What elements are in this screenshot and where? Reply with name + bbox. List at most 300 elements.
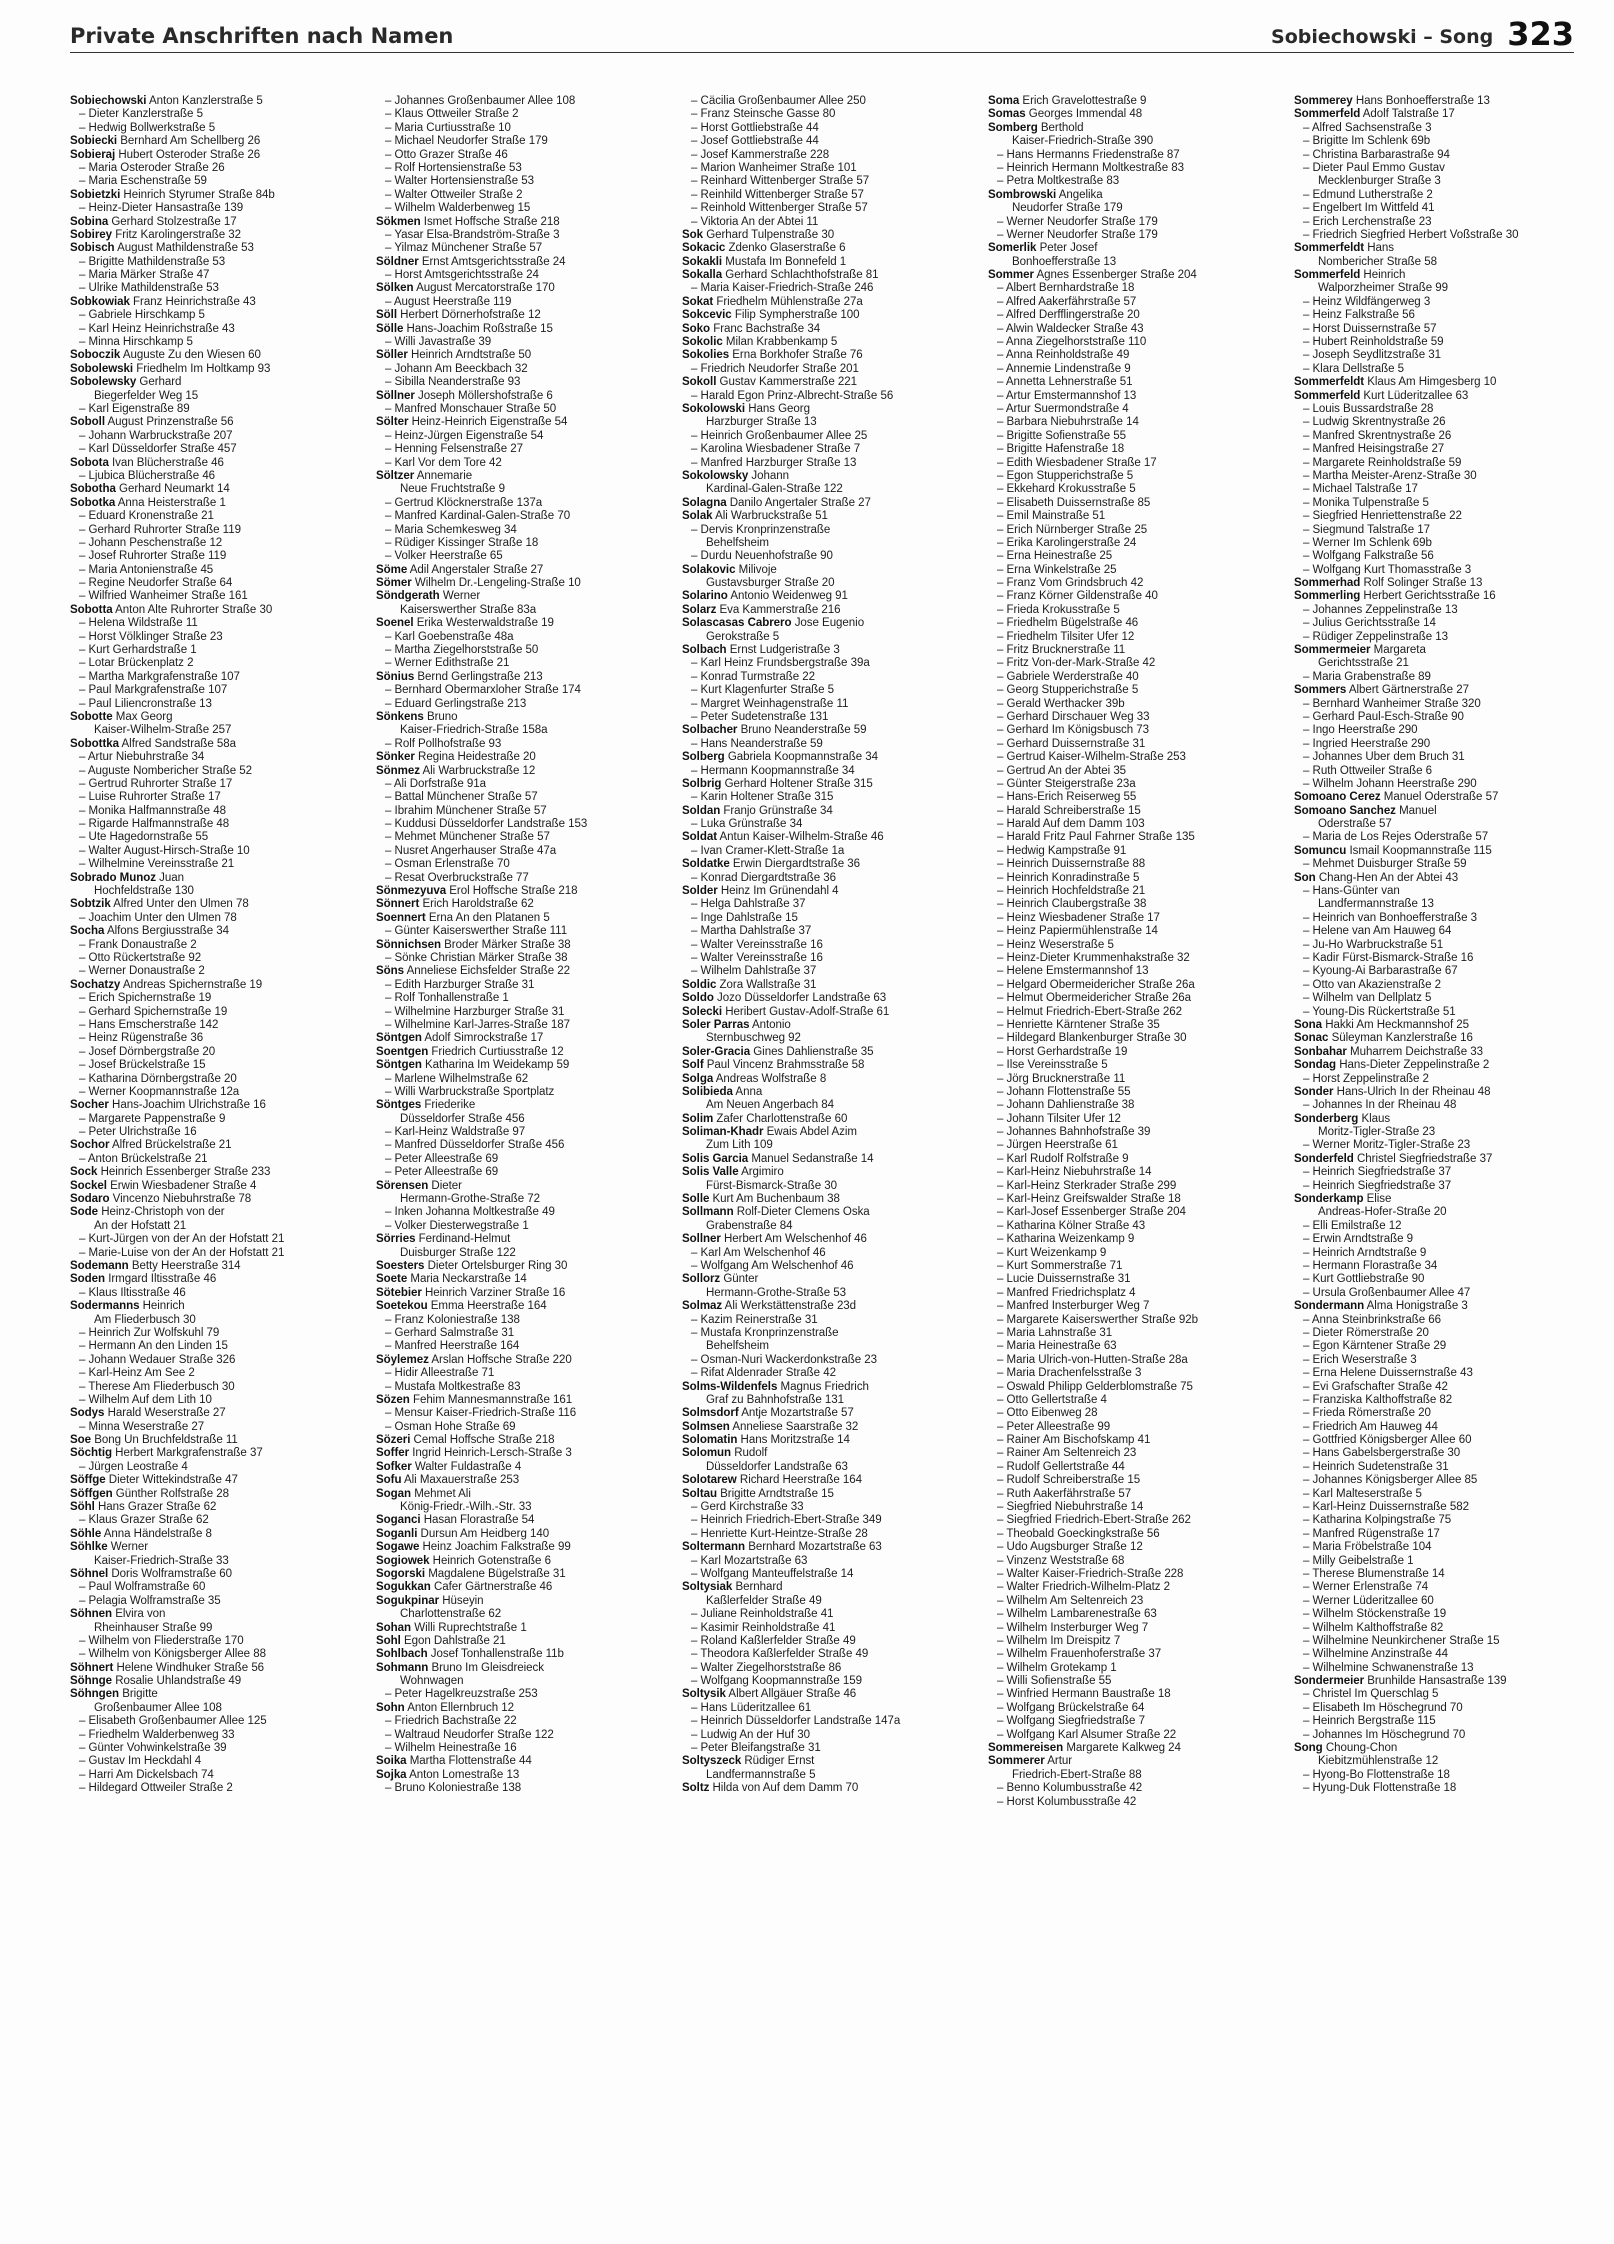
entry-details: – Hans-Günter van bbox=[1303, 885, 1400, 898]
entry-details: Anton Alte Ruhrorter Straße 30 bbox=[115, 603, 273, 616]
directory-entry bbox=[376, 1434, 682, 1447]
entry-details: – Klaus Grazer Straße 62 bbox=[79, 1514, 209, 1527]
directory-entry bbox=[988, 1447, 1294, 1460]
entry-details: – Ursula Großenbaumer Allee 47 bbox=[1303, 1286, 1471, 1299]
entry-details: – Johannes Königsberger Allee 85 bbox=[1303, 1474, 1478, 1487]
directory-entry bbox=[70, 457, 376, 470]
entry-details: Kaiser-Friedrich-Straße 158a bbox=[400, 724, 548, 737]
entry-details: – Wilhelm Lambarenestraße 63 bbox=[997, 1608, 1157, 1621]
entry-details: – Kasimir Reinholdstraße 41 bbox=[691, 1621, 836, 1634]
entry-surname: Sözen bbox=[376, 1393, 410, 1406]
directory-entry bbox=[1294, 416, 1600, 429]
entry-details: – Artur Niebuhrstraße 34 bbox=[79, 751, 205, 764]
directory-entry bbox=[682, 1742, 988, 1755]
entry-surname: Söntges bbox=[376, 1099, 422, 1112]
entry-surname: Solmsen bbox=[682, 1420, 730, 1433]
entry-details: Manuel Sedanstraße 14 bbox=[751, 1152, 874, 1165]
directory-entry bbox=[70, 1287, 376, 1300]
entry-details: – Otto Grazer Straße 46 bbox=[385, 148, 508, 161]
directory-entry bbox=[1294, 965, 1600, 978]
directory-entry bbox=[376, 1675, 682, 1688]
directory-entry bbox=[376, 1247, 682, 1260]
entry-details: Hermann-Grothe-Straße 53 bbox=[706, 1286, 846, 1299]
directory-entry bbox=[988, 1006, 1294, 1019]
directory-entry bbox=[70, 1032, 376, 1045]
entry-details: Max Georg bbox=[115, 710, 173, 723]
entry-details: – Elisabeth Duissernstraße 85 bbox=[997, 496, 1151, 509]
directory-entry bbox=[988, 1046, 1294, 1059]
entry-details: Düsseldorfer Straße 456 bbox=[400, 1112, 525, 1125]
entry-details: Hans Georg bbox=[748, 402, 810, 415]
directory-entry bbox=[1294, 617, 1600, 630]
directory-entry bbox=[70, 1595, 376, 1608]
entry-surname: Solms-Wildenfels bbox=[682, 1380, 778, 1393]
entry-surname: Solberg bbox=[682, 751, 725, 764]
directory-entry bbox=[682, 349, 988, 362]
entry-surname: Sobiecki bbox=[70, 135, 118, 148]
directory-entry bbox=[376, 698, 682, 711]
entry-details: – Mustafa Kronprinzenstraße bbox=[691, 1326, 839, 1339]
entry-surname: Sokalla bbox=[682, 269, 723, 282]
entry-details: – Gabriele Werderstraße 40 bbox=[997, 670, 1139, 683]
entry-details: Erna Borkhofer Straße 76 bbox=[732, 349, 863, 362]
directory-entry bbox=[682, 537, 988, 550]
directory-entry bbox=[988, 416, 1294, 429]
directory-entry bbox=[1294, 1447, 1600, 1460]
directory-entry bbox=[682, 765, 988, 778]
entry-surname: Soltz bbox=[682, 1782, 710, 1795]
entry-surname: Sommerey bbox=[1294, 95, 1353, 107]
entry-details: – Petra Moltkestraße 83 bbox=[997, 175, 1120, 188]
entry-details: – Werner Neudorfer Straße 179 bbox=[997, 215, 1158, 228]
directory-entry bbox=[988, 1568, 1294, 1581]
entry-details: – Katharina Weizenkamp 9 bbox=[997, 1233, 1135, 1246]
entry-details: – Wilhelm von Fliederstraße 170 bbox=[79, 1634, 244, 1647]
directory-entry bbox=[376, 296, 682, 309]
entry-details: – Ruth Aakerfährstraße 57 bbox=[997, 1487, 1132, 1500]
entry-surname: Song bbox=[1294, 1742, 1323, 1755]
directory-entry bbox=[682, 1782, 988, 1795]
directory-entry bbox=[70, 363, 376, 376]
entry-surname: Sonder bbox=[1294, 1085, 1334, 1098]
entry-surname: Sofker bbox=[376, 1460, 412, 1473]
entry-surname: Söhnert bbox=[70, 1661, 114, 1674]
directory-entry bbox=[376, 430, 682, 443]
entry-surname: Sönkens bbox=[376, 710, 424, 723]
entry-details: – Horst Duissernstraße 57 bbox=[1303, 322, 1437, 335]
entry-surname: Sobiechowski bbox=[70, 95, 147, 107]
directory-entry bbox=[70, 256, 376, 269]
entry-details: Maria Neckarstraße 14 bbox=[410, 1273, 527, 1286]
entry-details: – Manfred Kardinal-Galen-Straße 70 bbox=[385, 510, 571, 523]
entry-details: – Erich Weserstraße 3 bbox=[1303, 1353, 1417, 1366]
directory-entry bbox=[682, 1407, 988, 1420]
directory-entry bbox=[70, 577, 376, 590]
entry-details: – Willi Sofienstraße 55 bbox=[997, 1675, 1112, 1688]
entry-surname: Sokakli bbox=[682, 255, 723, 268]
directory-entry bbox=[682, 403, 988, 416]
entry-details: – Volker Diesterwegstraße 1 bbox=[385, 1219, 529, 1232]
entry-details: Ismet Hoffsche Straße 218 bbox=[423, 215, 560, 228]
entry-surname: Sogukkan bbox=[376, 1581, 431, 1594]
entry-details: Betty Heerstraße 314 bbox=[131, 1259, 241, 1272]
entry-details: Bernhard bbox=[735, 1581, 783, 1594]
directory-entry bbox=[376, 952, 682, 965]
entry-surname: Solarz bbox=[682, 603, 717, 616]
entry-details: – Minna Weserstraße 27 bbox=[79, 1420, 205, 1433]
entry-details: Adil Angerstaler Straße 27 bbox=[409, 563, 544, 576]
directory-entry bbox=[70, 1046, 376, 1059]
entry-details: – Winfried Hermann Baustraße 18 bbox=[997, 1688, 1171, 1701]
directory-entry bbox=[1294, 242, 1600, 255]
entry-details: – Friedrich Bachstraße 22 bbox=[385, 1715, 517, 1728]
directory-entry bbox=[682, 1595, 988, 1608]
directory-entry bbox=[376, 1488, 682, 1501]
entry-details: – Günter Steigerstraße 23a bbox=[997, 777, 1136, 790]
entry-details: Jozo Düsseldorfer Landstraße 63 bbox=[717, 992, 887, 1005]
entry-details: – Egon Kärntener Straße 29 bbox=[1303, 1340, 1447, 1353]
entry-details: – Karl-Josef Essenberger Straße 204 bbox=[997, 1206, 1186, 1219]
entry-details: – Wilhelm Johann Heerstraße 290 bbox=[1303, 777, 1477, 790]
entry-details: – Gerhard Dirschauer Weg 33 bbox=[997, 710, 1150, 723]
directory-entry bbox=[70, 1461, 376, 1474]
directory-entry bbox=[70, 229, 376, 242]
entry-details: – Alfred Aakerfährstraße 57 bbox=[997, 295, 1137, 308]
entry-details: Hans-Joachim Ulrichstraße 16 bbox=[112, 1099, 266, 1112]
entry-details: Juan bbox=[159, 871, 184, 884]
entry-surname: Sonac bbox=[1294, 1032, 1329, 1045]
directory-entry bbox=[70, 858, 376, 871]
entry-details: – Albert Bernhardstraße 18 bbox=[997, 282, 1135, 295]
directory-entry bbox=[1294, 1688, 1600, 1701]
directory-entry bbox=[682, 818, 988, 831]
entry-details: – Peter Sudetenstraße 131 bbox=[691, 710, 829, 723]
entry-details: – Karl-Heinz Niebuhrstraße 14 bbox=[997, 1166, 1152, 1179]
entry-surname: Soko bbox=[682, 322, 711, 335]
directory-entry bbox=[70, 698, 376, 711]
directory-entry bbox=[682, 1528, 988, 1541]
entry-details: – Werner Lüderitzallee 60 bbox=[1303, 1594, 1434, 1607]
directory-entry bbox=[376, 1447, 682, 1460]
entry-details: Auguste Zu den Wiesen 60 bbox=[122, 349, 261, 362]
directory-entry bbox=[682, 885, 988, 898]
entry-details: – Josef Ruhrorter Straße 119 bbox=[79, 550, 227, 563]
entry-details: – Peter Alleestraße 99 bbox=[997, 1420, 1111, 1433]
directory-entry bbox=[376, 416, 682, 429]
entry-details: Fehim Mannesmannstraße 161 bbox=[412, 1393, 573, 1406]
entry-surname: Sogan bbox=[376, 1487, 412, 1500]
entry-details: – Wilhelm Auf dem Lith 10 bbox=[79, 1393, 212, 1406]
entry-details: Andreas Spichernstraße 19 bbox=[122, 978, 263, 991]
directory-entry bbox=[682, 1220, 988, 1233]
entry-details: – Hyung-Duk Flottenstraße 18 bbox=[1303, 1782, 1457, 1795]
directory-entry bbox=[988, 256, 1294, 269]
directory-entry bbox=[376, 443, 682, 456]
entry-details: – Karl Düsseldorfer Straße 457 bbox=[79, 443, 237, 456]
entry-surname: Socha bbox=[70, 925, 105, 938]
entry-surname: Sobota bbox=[70, 456, 109, 469]
directory-entry bbox=[70, 1702, 376, 1715]
entry-surname: Solf bbox=[682, 1059, 704, 1072]
entry-surname: Solder bbox=[682, 885, 718, 898]
entry-details: Gerhard bbox=[139, 376, 182, 389]
entry-surname: Sohlbach bbox=[376, 1648, 428, 1661]
directory-entry bbox=[682, 1501, 988, 1514]
directory-entry bbox=[70, 845, 376, 858]
entry-details: – Helmut Friedrich-Ebert-Straße 262 bbox=[997, 1005, 1182, 1018]
entry-details: – Rolf Tonhallenstraße 1 bbox=[385, 992, 509, 1005]
directory-entry bbox=[70, 1447, 376, 1460]
entry-details: – Wolfgang Kurt Thomasstraße 3 bbox=[1303, 563, 1472, 576]
entry-details: – Artur Suermondstraße 4 bbox=[997, 402, 1129, 415]
entry-details: – Katharina Dörnbergstraße 20 bbox=[79, 1072, 237, 1085]
entry-details: – Kurt-Jürgen von der An der Hofstatt 21 bbox=[79, 1233, 285, 1246]
directory-entry bbox=[988, 470, 1294, 483]
directory-entry bbox=[988, 791, 1294, 804]
entry-details: – Horst Völklinger Straße 23 bbox=[79, 630, 223, 643]
directory-entry bbox=[376, 537, 682, 550]
directory-entry bbox=[1294, 979, 1600, 992]
entry-surname: Soganci bbox=[376, 1514, 421, 1527]
entry-details: – Mustafa Moltkestraße 83 bbox=[385, 1380, 521, 1393]
directory-entry bbox=[988, 403, 1294, 416]
entry-details: – Wilhelmine Harzburger Straße 31 bbox=[385, 1005, 565, 1018]
entry-details: – Harald Fritz Paul Fahrner Straße 135 bbox=[997, 831, 1195, 844]
directory-entry bbox=[1294, 256, 1600, 269]
entry-surname: Sönker bbox=[376, 751, 415, 764]
entry-details: – Wilhelmine Karl-Jarres-Straße 187 bbox=[385, 1018, 570, 1031]
entry-details: – Ludwig An der Huf 30 bbox=[691, 1728, 810, 1741]
entry-surname: Söhle bbox=[70, 1527, 102, 1540]
entry-details: – Manfred Düsseldorfer Straße 456 bbox=[385, 1139, 565, 1152]
directory-entry bbox=[988, 1635, 1294, 1648]
directory-entry bbox=[988, 831, 1294, 844]
entry-details: – Yilmaz Münchener Straße 57 bbox=[385, 242, 543, 255]
entry-details: – Wolfgang Am Welschenhof 46 bbox=[691, 1259, 854, 1272]
entry-surname: Soltyszeck bbox=[682, 1755, 742, 1768]
entry-details: – Heinz-Dieter Hansastraße 139 bbox=[79, 202, 244, 215]
entry-details: – Johann Flottenstraße 55 bbox=[997, 1085, 1131, 1098]
entry-details: – Hans Hermanns Friedenstraße 87 bbox=[997, 148, 1180, 161]
entry-details: Herbert Dörnerhofstraße 12 bbox=[400, 309, 541, 322]
directory-entry bbox=[988, 390, 1294, 403]
entry-details: – Maria Drachenfelsstraße 3 bbox=[997, 1367, 1142, 1380]
entry-surname: Sombrowski bbox=[988, 188, 1057, 201]
directory-entry bbox=[376, 1662, 682, 1675]
entry-details: – Gertrud Ruhrorter Straße 17 bbox=[79, 777, 233, 790]
directory-entry bbox=[1294, 1608, 1600, 1621]
directory-entry bbox=[1294, 309, 1600, 322]
directory-entry bbox=[1294, 845, 1600, 858]
directory-entry bbox=[1294, 1006, 1600, 1019]
directory-entry bbox=[682, 95, 988, 108]
directory-entry bbox=[682, 1166, 988, 1179]
entry-surname: Sollner bbox=[682, 1233, 721, 1246]
entry-surname: Solomatin bbox=[682, 1434, 738, 1447]
directory-entry bbox=[682, 497, 988, 510]
entry-details: Dieter bbox=[431, 1179, 462, 1192]
directory-entry bbox=[70, 1314, 376, 1327]
directory-entry bbox=[376, 162, 682, 175]
directory-entry bbox=[70, 1139, 376, 1152]
entry-details: – Siegfried Friedrich-Ebert-Straße 262 bbox=[997, 1514, 1191, 1527]
entry-details: Milivoje bbox=[738, 563, 777, 576]
entry-surname: Sobotka bbox=[70, 496, 116, 509]
entry-details: Friedhelm Mühlenstraße 27a bbox=[716, 295, 863, 308]
entry-details: – Johann Peschenstraße 12 bbox=[79, 536, 223, 549]
directory-entry bbox=[376, 189, 682, 202]
entry-details: Antonio bbox=[751, 1018, 791, 1031]
directory-entry bbox=[988, 711, 1294, 724]
entry-details: Walter Fuldastraße 4 bbox=[414, 1460, 522, 1473]
directory-entry bbox=[376, 510, 682, 523]
entry-details: – Heinrich Großenbaumer Allee 25 bbox=[691, 429, 868, 442]
directory-entry bbox=[70, 1006, 376, 1019]
directory-entry bbox=[1294, 1073, 1600, 1086]
directory-entry bbox=[1294, 644, 1600, 657]
entry-details: – Jörg Brucknerstraße 11 bbox=[997, 1072, 1126, 1085]
entry-surname: Soler Parras bbox=[682, 1018, 750, 1031]
directory-entry bbox=[70, 550, 376, 563]
entry-details: – Christel Im Querschlag 5 bbox=[1303, 1688, 1439, 1701]
entry-surname: Sommerfeld bbox=[1294, 108, 1361, 121]
directory-entry bbox=[376, 979, 682, 992]
directory-entry bbox=[1294, 1742, 1600, 1755]
entry-details: – Edith Wiesbadener Straße 17 bbox=[997, 456, 1157, 469]
directory-entry bbox=[988, 1622, 1294, 1635]
directory-entry bbox=[376, 1715, 682, 1728]
entry-surname: Sölter bbox=[376, 416, 409, 429]
directory-entry bbox=[988, 349, 1294, 362]
entry-details: – Maria Eschenstraße 59 bbox=[79, 175, 207, 188]
entry-surname: Sommerfeldt bbox=[1294, 242, 1365, 255]
directory-entry bbox=[376, 457, 682, 470]
entry-details: – Rudolf Schreiberstraße 15 bbox=[997, 1474, 1141, 1487]
directory-entry bbox=[1294, 1622, 1600, 1635]
entry-surname: Sogiowek bbox=[376, 1554, 430, 1567]
directory-entry bbox=[988, 965, 1294, 978]
directory-entry bbox=[376, 1729, 682, 1742]
directory-entry bbox=[70, 590, 376, 603]
entry-surname: Somoano Cerez bbox=[1294, 791, 1381, 804]
directory-entry bbox=[376, 858, 682, 871]
directory-entry bbox=[376, 1340, 682, 1353]
directory-entry bbox=[1294, 657, 1600, 670]
entry-details: Landfermannstraße 5 bbox=[706, 1768, 816, 1781]
directory-entry bbox=[70, 1394, 376, 1407]
directory-entry bbox=[1294, 1501, 1600, 1514]
entry-details: Graf zu Bahnhofstraße 131 bbox=[706, 1393, 845, 1406]
directory-entry bbox=[376, 1233, 682, 1246]
entry-surname: Söhnge bbox=[70, 1675, 113, 1688]
entry-details: Antonio Weidenweg 91 bbox=[730, 590, 848, 603]
directory-entry bbox=[988, 1729, 1294, 1742]
entry-surname: Somerlik bbox=[988, 242, 1037, 255]
directory-entry bbox=[682, 1046, 988, 1059]
directory-entry bbox=[70, 149, 376, 162]
directory-entry bbox=[376, 1688, 682, 1701]
directory-entry bbox=[1294, 564, 1600, 577]
entry-surname: Sölle bbox=[376, 322, 404, 335]
directory-entry bbox=[70, 162, 376, 175]
directory-entry bbox=[682, 149, 988, 162]
entry-details: Alfons Bergiusstraße 34 bbox=[106, 925, 230, 938]
entry-details: – Michael Neudorfer Straße 179 bbox=[385, 135, 548, 148]
directory-entry bbox=[70, 296, 376, 309]
directory-entry bbox=[1294, 1273, 1600, 1286]
entry-details: – Gerhard Im Königsbusch 73 bbox=[997, 724, 1150, 737]
directory-entry bbox=[988, 1381, 1294, 1394]
entry-details: Heinrich Gotenstraße 6 bbox=[432, 1554, 551, 1567]
directory-entry bbox=[988, 1073, 1294, 1086]
entry-details: – Maria Fröbelstraße 104 bbox=[1303, 1541, 1432, 1554]
entry-surname: Sönnert bbox=[376, 898, 420, 911]
directory-entry bbox=[682, 1126, 988, 1139]
entry-details: – Ilse Vereinsstraße 5 bbox=[997, 1059, 1108, 1072]
directory-entry bbox=[682, 1314, 988, 1327]
entry-details: – Heinz Papiermühlenstraße 14 bbox=[997, 925, 1158, 938]
entry-details: – Werner Moritz-Tigler-Straße 23 bbox=[1303, 1139, 1471, 1152]
entry-details: – Marlene Wilhelmstraße 62 bbox=[385, 1072, 529, 1085]
entry-details: – Osman Erlenstraße 70 bbox=[385, 858, 510, 871]
entry-details: Egon Dahlstraße 21 bbox=[404, 1634, 506, 1647]
entry-details: – Helene Emstermannshof 13 bbox=[997, 965, 1149, 978]
directory-entry bbox=[70, 1099, 376, 1112]
directory-entry bbox=[988, 1715, 1294, 1728]
directory-entry bbox=[70, 1273, 376, 1286]
entry-details: Friedhelm Im Holtkamp 93 bbox=[136, 362, 271, 375]
entry-details: – Erika Karolingerstraße 24 bbox=[997, 536, 1137, 549]
directory-entry bbox=[376, 269, 682, 282]
directory-entry bbox=[988, 483, 1294, 496]
directory-entry bbox=[682, 282, 988, 295]
entry-details: – Hedwig Kampstraße 91 bbox=[997, 844, 1127, 857]
directory-entry bbox=[682, 845, 988, 858]
entry-details: – Peter Hagelkreuzstraße 253 bbox=[385, 1688, 538, 1701]
entry-details: – Ibrahim Münchener Straße 57 bbox=[385, 804, 547, 817]
directory-entry bbox=[682, 1447, 988, 1460]
entry-surname: Sonderberg bbox=[1294, 1112, 1359, 1125]
directory-entry bbox=[988, 1314, 1294, 1327]
directory-entry bbox=[70, 349, 376, 362]
entry-details: Gerhard Neumarkt 14 bbox=[119, 483, 230, 496]
entry-details: – Wilhelm Am Seltenreich 23 bbox=[997, 1594, 1144, 1607]
directory-entry bbox=[682, 1340, 988, 1353]
directory-entry bbox=[988, 1287, 1294, 1300]
entry-details: – Willi Warbruckstraße Sportplatz bbox=[385, 1085, 555, 1098]
entry-surname: Soltau bbox=[682, 1487, 717, 1500]
directory-entry bbox=[70, 1113, 376, 1126]
directory-entry bbox=[376, 323, 682, 336]
directory-entry bbox=[1294, 189, 1600, 202]
entry-details: Rosalie Uhlandstraße 49 bbox=[115, 1675, 242, 1688]
entry-details: – Margarete Kaiserswerther Straße 92b bbox=[997, 1313, 1198, 1326]
entry-details: – Walter Kaiser-Friedrich-Straße 228 bbox=[997, 1567, 1184, 1580]
directory-entry bbox=[70, 1180, 376, 1193]
entry-details: Harzburger Straße 13 bbox=[706, 416, 817, 429]
entry-surname: Sobisch bbox=[70, 242, 115, 255]
entry-details: – Manfred Heisingstraße 27 bbox=[1303, 443, 1445, 456]
directory-entry bbox=[1294, 1555, 1600, 1568]
entry-details: Ali Warbruckstraße 12 bbox=[422, 764, 536, 777]
directory-entry bbox=[988, 336, 1294, 349]
directory-entry bbox=[70, 108, 376, 121]
directory-entry bbox=[376, 1782, 682, 1795]
entry-surname: Sobtzik bbox=[70, 898, 111, 911]
entry-surname: Sörries bbox=[376, 1233, 416, 1246]
directory-entry bbox=[70, 885, 376, 898]
entry-surname: Söll bbox=[376, 309, 397, 322]
